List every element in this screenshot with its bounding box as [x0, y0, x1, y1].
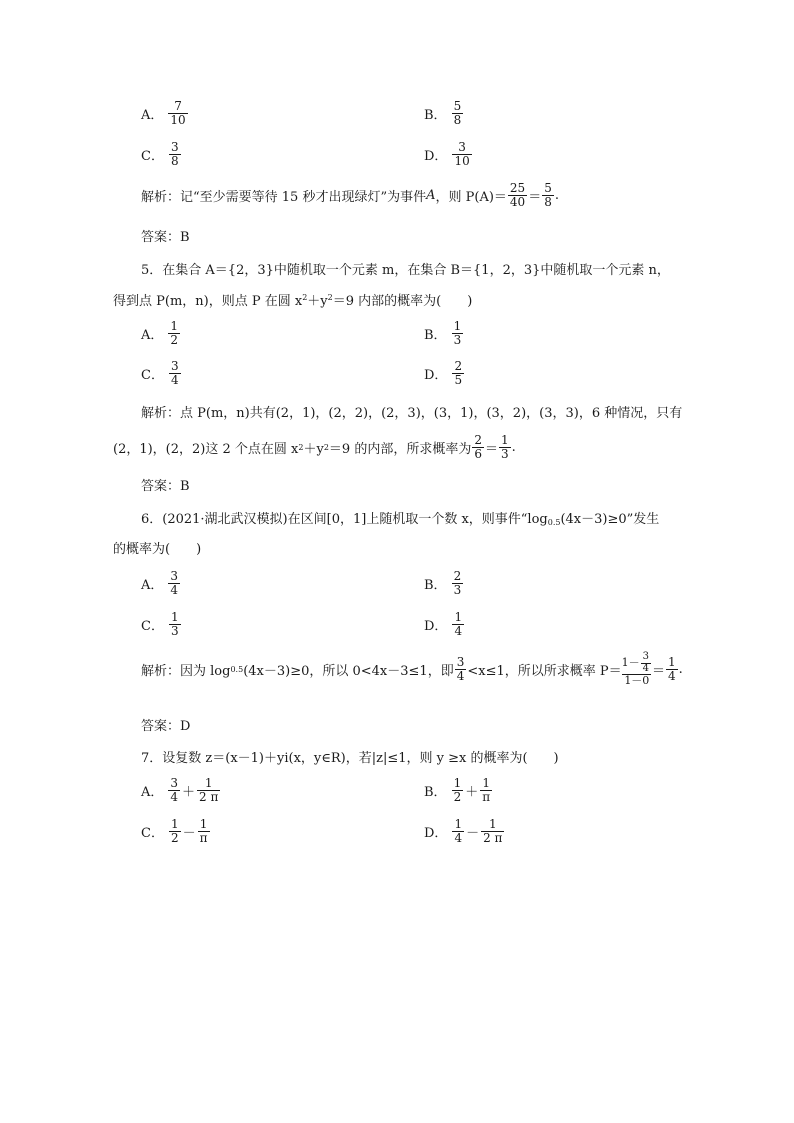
q5-solution-line1: 解析：点 P(m，n)共有(2，1)，(2，2)，(2，3)，(3，1)，(3，2)，(3，3)，6 种情况，只有: [141, 406, 683, 421]
q4-option-b: B． $\frac{5}{8}$: [424, 99, 462, 127]
q6-answer: 答案：D: [141, 719, 191, 734]
q4-answer: 答案：B: [141, 230, 190, 245]
q5-solution-line2: (2，1)，(2，2)这 2 个点在圆 x 2 ＋y 2 ＝9 的内部，所求概率为 $\frac{2}{6}$ ＝ $\frac{1}{3}$ .: [113, 433, 516, 461]
q7-option-c: C． $\frac{1}{2}$ － $\frac{1}{\pi}$: [141, 817, 208, 845]
q4-solution: 解析：记“至少需要等待 15 秒才出现绿灯”为事件 A ，则 P(A)＝ $\frac{25}{40}$ ＝ $\frac{5}{8}$ .: [141, 181, 559, 209]
q5-option-c: C． $\frac{3}{4}$: [141, 359, 179, 387]
q5-option-b: B． $\frac{1}{3}$: [424, 319, 462, 347]
q5-option-a: A． $\frac{1}{2}$: [141, 319, 179, 347]
q6-stem-line1: 6．(2021·湖北武汉模拟)在区间[0，1]上随机取一个数 x，则事件“$\log_{0.5}(4x-3)\ge 0$”发生: [141, 512, 660, 527]
q6-option-c: C． $\frac{1}{3}$: [141, 610, 179, 638]
q4-option-d: D． $\frac{3}{10}$: [424, 140, 470, 168]
q4-option-c: C． $\frac{3}{8}$: [141, 140, 179, 168]
q6-stem-line2: 的概率为( ): [113, 542, 202, 557]
q6-option-b: B． $\frac{2}{3}$: [424, 569, 462, 597]
q5-stem-line2: 得到点 P(m，n)，则点 P 在圆 $x^2+y^2=9$ 内部的概率为( ): [113, 293, 473, 309]
q7-option-a: A． $\frac{3}{4}$ ＋ $\frac{1}{2 \pi}$: [141, 776, 219, 804]
q5-stem-line1: 5．在集合 A＝{2，3}中随机取一个元素 m，在集合 B＝{1，2，3}中随机取一个元素 n，: [141, 263, 670, 278]
q7-option-b: B． $\frac{1}{2}$ ＋ $\frac{1}{\pi}$: [424, 776, 491, 804]
nested-fraction: 1－ $\frac{3}{4}$ 1－0: [621, 651, 650, 687]
q5-answer: 答案：B: [141, 479, 190, 494]
q6-option-d: D． $\frac{1}{4}$: [424, 610, 463, 638]
q7-stem: 7．设复数 z＝(x－1)＋yi(x，y∈R)，若|z|≤1，则 y ≥x 的概率为( ): [141, 751, 559, 766]
q6-solution: 解析：因为 log 0.5 (4x－3)≥0，所以 0<4x－3≤1，即 $\frac{3}{4}$ <x≤1，所以所求概率 P＝ 1－ $\frac{3}{4}$ 1－0 ＝ $\frac{1}{4}$ .: [141, 651, 683, 687]
q4-option-a: A． $\frac{7}{10}$: [141, 99, 186, 127]
q5-option-d: D． $\frac{2}{5}$: [424, 359, 463, 387]
q7-option-d: D． $\frac{1}{4}$ － $\frac{1}{2 \pi}$: [424, 817, 503, 845]
q6-option-a: A． $\frac{3}{4}$: [141, 569, 179, 597]
